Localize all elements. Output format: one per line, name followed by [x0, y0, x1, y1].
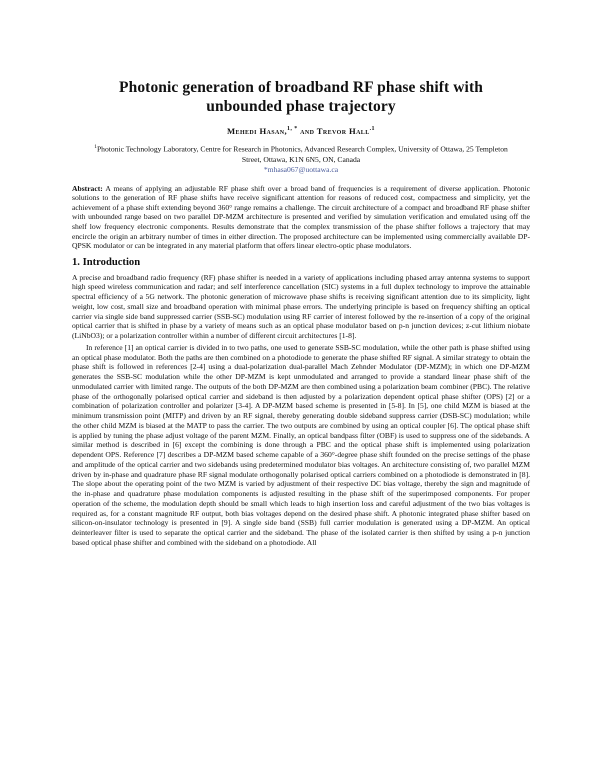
- affiliation-mark: 1: [94, 144, 97, 150]
- title-line-2: unbounded phase trajectory: [206, 98, 396, 115]
- affiliation-text: Photonic Technology Laboratory, Centre for Research in Photonics, Advanced Research Complex, University of Ottawa, 25 Templeton Street, Ottawa, K1N 6N5, ON, Canada: [96, 144, 508, 164]
- intro-paragraph-1: A precise and broadband radio frequency (RF) phase shifter is needed in a variety of applications including phased array antenna systems to support high speed wireless communication and radar; and self interference cancellation (SIC) systems in a full duplex technology to improve the attainable spectral efficiency of a 5G network. The photonic generation of microwave phase shifts is receiving significant attention due to its simplicity, light weight, low cost, small size and broadband operation with minimal phase errors. The underlying principle is based on frequency shifting an optical carrier via single side band suppressed carrier (SSB-SC) modulation using RF carrier of interest followed by the re-insertion of a copy of the original optical carrier that is shifted in phase by a variety of means such as an optical phase modulator based on p-n junction devices; z-cut lithium niobate (LiNbO3); or a polarization controller within a number of different circuit architectures [1-8].: [72, 272, 530, 341]
- author-conjunction: and: [297, 126, 317, 136]
- abstract-text: A means of applying an adjustable RF phase shift over a broad band of frequencies is a requirement of diverse application. Photonic solutions to the generation of RF phase shifts have receive significant attention for reasons of reduced cost, compactness and simplicity, yet the achievement of a phase shift extending beyond 360° range remains a challenge. The circuit architecture of a compact and broadband RF phase shifter with unbounded range based on two parallel DP-MZM architecture is presented and verified by simulation verification and emulated using off the shelf low frequency electronic components. Results demonstrate that the complex transmission of the phase shifter follows a trajectory that may encircle the origin an arbitrary number of times in either direction. The proposed architecture can be implemented using commercially available DP-QPSK modulator or can be integrated in any material platform that offers linear electro-optic phase modulators.: [72, 183, 530, 251]
- abstract-label: Abstract:: [72, 183, 103, 193]
- author-2-affil-mark: .1: [369, 126, 375, 133]
- author-1-affil-mark: 1, *: [287, 126, 298, 133]
- paper-title: [72, 78, 530, 116]
- title-line-1: Photonic generation of broadband RF phase shift with: [119, 79, 483, 96]
- author-email-link[interactable]: *mhasa067@uottawa.ca: [263, 164, 339, 174]
- abstract: [72, 184, 530, 251]
- author-2: Trevor Hall: [316, 126, 370, 136]
- intro-paragraph-2: In reference [1] an optical carrier is divided in to two paths, one used to generate SSB-SC modulation, while the other path is phase shifted using an optical phase modulator. Both the paths are then combined on a photodiode to generate the phase shifted RF signal. A similar strategy to obtain the phase shift is followed in references [2-4] using a dual-polarization dual-parallel Mach Zehnder Modulator (DP-MZM); in which one DP-MZM generates the SSB-SC modulation while the other DP-MZM is kept unmodulated and arranged to provide a standard linear phase shift of the unmodulated carrier with limited range. The outputs of the both DP-MZM are then combined using a polarization beam combiner (PBC). The relative phase of the orthogonally polarised optical carrier and sideband is then adjusted by a polarization dependent optical phase shifter (OPS) [2] or a combination of polarization controller and polarizer [3-4]. A DP-MZM based scheme is presented in [5-8]. In [5], one child MZM is biased at the minimum transmission point (MITP) and driven by an RF signal, thereby generating double sideband suppress carrier (DSB-SC) modulation; while the other child MZM is biased at the MATP to pass the carrier. The two outputs are combined by using an optical coupler [6]. The optical phase shift is applied by tuning the phase adjust voltage of the parent MZM. Finally, an optical bandpass filter (OBF) is used to suppress one of the sidebands. A similar method is described in [6] except the combining is done through a PBC and the optical phase shift is implemented using polarization dependent OPS. Reference [7] describes a DP-MZM based scheme capable of a 360°-degree phase shift founded on the precise settings of the phase and amplitude of the optical carrier and two sidebands using predetermined modulator bias voltages. An architecture consisting of, two parallel MZM driven by in-phase and quadrature phase RF signal modulate orthogonally polarised optical carriers combined on a photodiode is demonstrated in [8]. The slope about the operating point of the two MZM is varied by adjustment of their respective DC bias voltage, thereby the sign and magnitude of the in-phase and quadrature phase modulation components is adjusted resulting in the phase shift of the superimposed components. For proper operation of the scheme, the modulation depth should be small which leads to high insertion loss and careful adjustment of the two bias voltages is required as, for a constant magnitude RF output, both bias voltages depend on the desired phase shift. A photonic integrated phase shifter based on silicon-on-insulator technology is presented in [9]. A single side band (SSB) full carrier modulation is generated using a DP-MZM. An optical deinterleaver filter is used to separate the optical carrier and the sideband. The phase of the isolated carrier is then shifted by using a p-n junction based optical phase shifter and combined with the sideband on a photodiode. All: [72, 342, 530, 547]
- affiliation: [90, 142, 512, 165]
- author-1: Mehedi Hasan,: [227, 126, 288, 136]
- author-list: [72, 126, 530, 136]
- section-heading-introduction: 1. Introduction: [72, 256, 141, 268]
